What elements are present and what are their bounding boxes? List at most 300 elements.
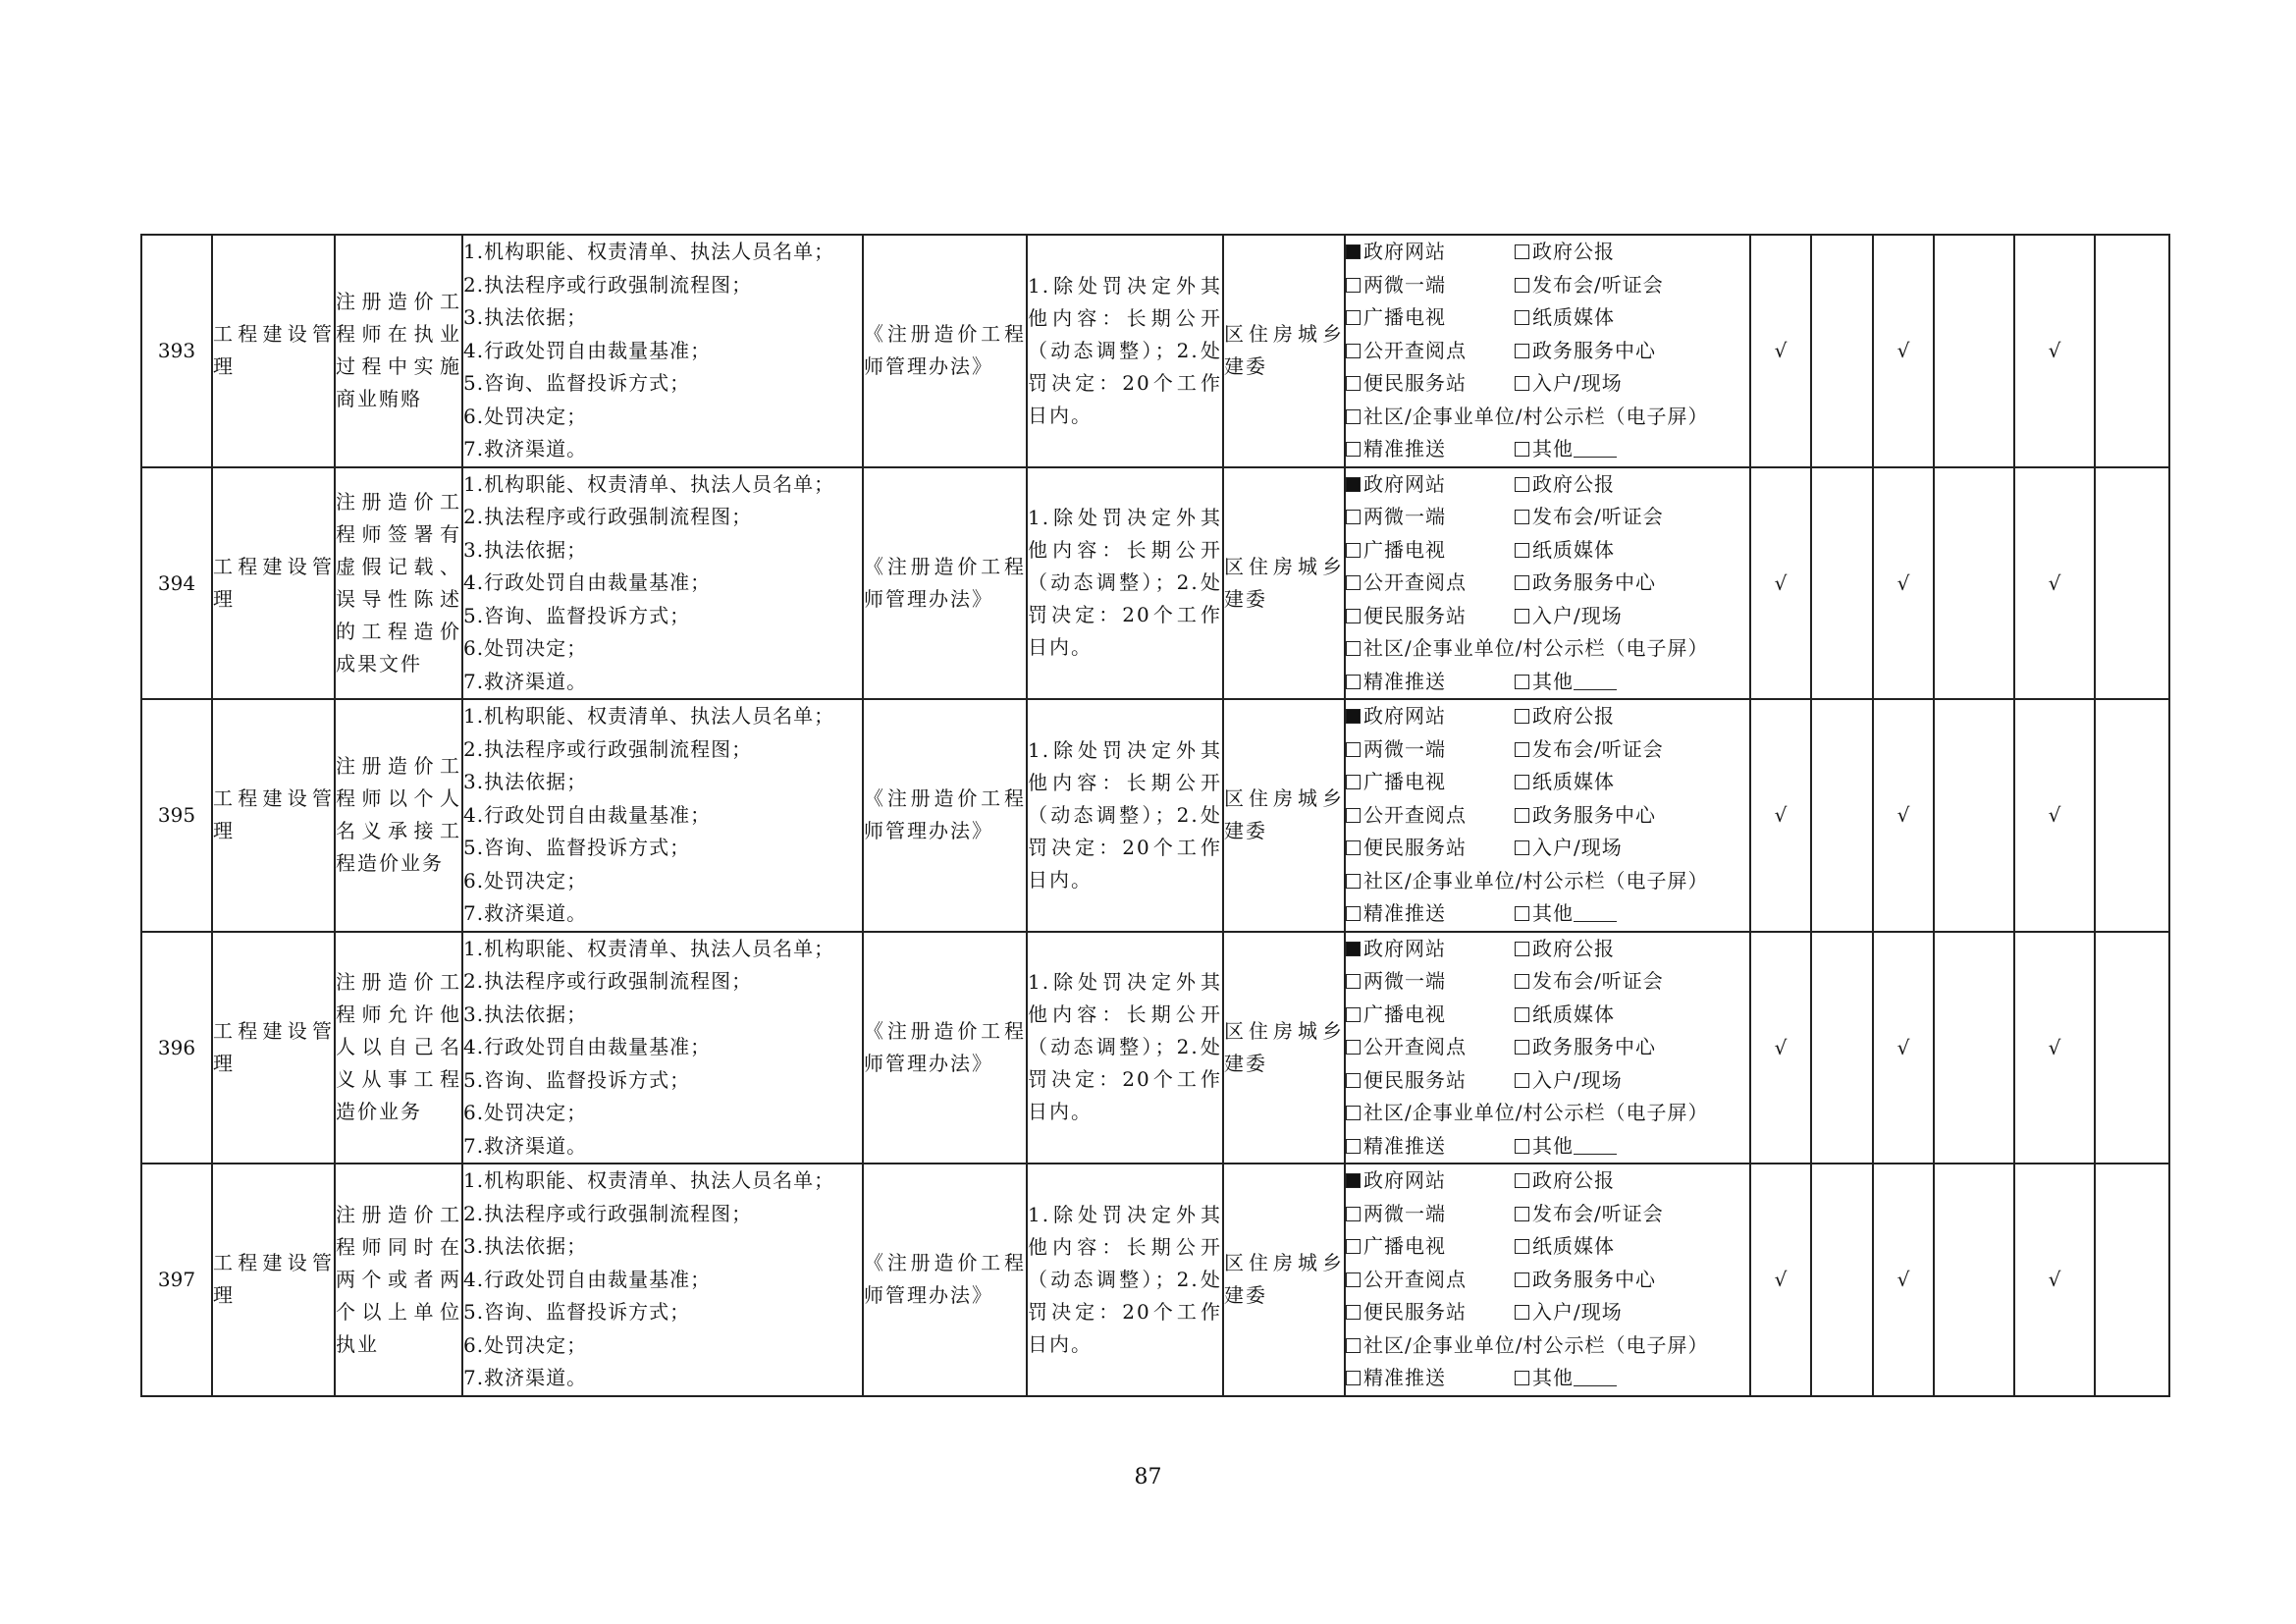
channel-option[interactable] — [1346, 367, 1515, 401]
unchecked-box-icon[interactable] — [1346, 874, 1361, 889]
channel-label: 政务服务中心 — [1532, 1035, 1656, 1058]
channel-label: 纸质媒体 — [1532, 537, 1615, 562]
content-item: 1.机构职能、权责清单、执法人员名单； — [463, 936, 835, 960]
channel-label: 政府公报 — [1532, 471, 1615, 496]
channel-option[interactable] — [1346, 1362, 1515, 1395]
unchecked-box-icon[interactable] — [1515, 442, 1529, 457]
channel-option[interactable] — [1346, 1130, 1515, 1164]
channel-option[interactable] — [1346, 1264, 1515, 1297]
channel-option[interactable] — [1515, 534, 1615, 568]
category-cell: 工程建设管理 — [212, 1164, 335, 1396]
unchecked-box-icon[interactable] — [1515, 1173, 1529, 1188]
category-cell: 工程建设管理 — [212, 932, 335, 1164]
empty-cell — [1934, 699, 2014, 932]
channel-line — [1346, 534, 1749, 568]
unchecked-box-icon[interactable] — [1515, 709, 1529, 724]
unchecked-box-icon[interactable] — [1515, 1207, 1529, 1221]
channel-label: 公开查阅点 — [1363, 570, 1467, 594]
channel-line — [1346, 1362, 1749, 1395]
unchecked-box-icon[interactable] — [1346, 1207, 1361, 1221]
channel-option[interactable] — [1515, 433, 1617, 466]
channel-option[interactable] — [1346, 965, 1515, 999]
channel-line — [1346, 1264, 1749, 1297]
unchecked-box-icon[interactable] — [1346, 1007, 1361, 1022]
unchecked-box-icon[interactable] — [1346, 742, 1361, 757]
unchecked-box-icon[interactable] — [1346, 1272, 1361, 1287]
channel-label: 精准推送 — [1363, 437, 1446, 460]
channel-option[interactable] — [1346, 1198, 1515, 1231]
channel-option[interactable] — [1515, 1031, 1656, 1064]
check-mark-cell: √ — [1750, 1164, 1811, 1396]
channel-option[interactable] — [1515, 1164, 1615, 1198]
channel-option[interactable] — [1346, 766, 1515, 799]
channel-option[interactable] — [1515, 1198, 1664, 1231]
channel-label: 广播电视 — [1363, 770, 1446, 793]
unchecked-box-icon[interactable] — [1515, 1371, 1529, 1385]
channel-label: 入户/现场 — [1532, 1300, 1623, 1324]
blank-underline[interactable] — [1574, 674, 1617, 690]
table-body — [141, 235, 2169, 1396]
blank-underline[interactable] — [1574, 905, 1617, 922]
channel-option[interactable] — [1346, 269, 1515, 302]
channel-label: 入户/现场 — [1532, 836, 1623, 859]
unchecked-box-icon[interactable] — [1515, 310, 1529, 325]
department-cell: 区住房城乡建委 — [1223, 1164, 1345, 1396]
check-mark-cell: √ — [2014, 235, 2095, 467]
content-item: 2.执法程序或行政强制流程图； — [463, 736, 753, 761]
channel-label: 便民服务站 — [1363, 371, 1467, 395]
unchecked-box-icon[interactable] — [1515, 1007, 1529, 1022]
page-number: 87 — [1134, 1465, 1162, 1489]
content-item: 1.机构职能、权责清单、执法人员名单； — [463, 471, 835, 496]
content-item: 6.处罚决定； — [463, 868, 588, 893]
content-item: 4.行政处罚自由裁量基准； — [463, 1267, 712, 1291]
unchecked-box-icon[interactable] — [1346, 1371, 1361, 1385]
table-row — [141, 235, 2169, 467]
unchecked-box-icon[interactable] — [1515, 344, 1529, 358]
unchecked-box-icon[interactable] — [1346, 1338, 1361, 1353]
item-cell: 注册造价工程师以个人名义承接工程造价业务 — [335, 699, 462, 932]
channel-option[interactable] — [1346, 832, 1515, 865]
content-item: 3.执法依据； — [463, 770, 588, 793]
channel-option[interactable] — [1346, 534, 1515, 568]
check-mark-cell: √ — [1750, 467, 1811, 700]
unchecked-box-icon[interactable] — [1515, 808, 1529, 823]
channel-option[interactable] — [1515, 799, 1656, 833]
channel-option[interactable] — [1515, 468, 1615, 502]
time-limit-cell: 1.除处罚决定外其他内容：长期公开（动态调整）；2.处罚决定：20个工作日内。 — [1027, 1164, 1223, 1396]
disclosure-content-cell — [462, 932, 863, 1164]
content-item: 1.机构职能、权责清单、执法人员名单； — [463, 704, 835, 728]
channel-option[interactable] — [1346, 468, 1515, 502]
unchecked-box-icon[interactable] — [1346, 344, 1361, 358]
channel-option[interactable] — [1515, 501, 1664, 534]
channel-option[interactable] — [1346, 433, 1515, 466]
department-cell: 区住房城乡建委 — [1223, 467, 1345, 700]
unchecked-box-icon[interactable] — [1346, 543, 1361, 558]
channel-option[interactable] — [1346, 1097, 1708, 1130]
content-item: 2.执法程序或行政强制流程图； — [463, 969, 753, 993]
channel-label: 政务服务中心 — [1532, 570, 1656, 594]
empty-cell — [1811, 932, 1873, 1164]
unchecked-box-icon[interactable] — [1515, 906, 1529, 921]
channel-option[interactable] — [1515, 367, 1623, 401]
channel-option[interactable] — [1346, 567, 1515, 600]
channel-line — [1346, 832, 1749, 865]
channel-option[interactable] — [1515, 236, 1615, 269]
channel-line — [1346, 468, 1749, 502]
empty-cell — [1811, 467, 1873, 700]
empty-cell — [2095, 932, 2169, 1164]
unchecked-box-icon[interactable] — [1515, 1239, 1529, 1254]
basis-cell: 《注册造价工程师管理办法》 — [863, 467, 1027, 700]
department-cell: 区住房城乡建委 — [1223, 932, 1345, 1164]
unchecked-box-icon[interactable] — [1515, 1073, 1529, 1088]
content-item: 7.救济渠道。 — [463, 1133, 588, 1158]
unchecked-box-icon[interactable] — [1346, 575, 1361, 590]
check-mark-cell: √ — [1750, 699, 1811, 932]
check-mark-cell: √ — [1873, 1164, 1934, 1396]
category-cell: 工程建设管理 — [212, 699, 335, 932]
unchecked-box-icon[interactable] — [1515, 278, 1529, 293]
channel-line — [1346, 1230, 1749, 1264]
checked-box-icon[interactable] — [1346, 942, 1361, 956]
content-item: 3.执法依据； — [463, 305, 588, 329]
unchecked-box-icon[interactable] — [1515, 609, 1529, 623]
channel-option[interactable] — [1515, 1362, 1617, 1395]
unchecked-box-icon[interactable] — [1346, 1305, 1361, 1320]
channel-label: 政府网站 — [1363, 704, 1446, 728]
content-item: 3.执法依据； — [463, 1001, 588, 1026]
time-limit-cell: 1.除处罚决定外其他内容：长期公开（动态调整）；2.处罚决定：20个工作日内。 — [1027, 467, 1223, 700]
channel-label: 其他 — [1532, 1133, 1574, 1158]
channel-option[interactable] — [1515, 1230, 1615, 1264]
unchecked-box-icon[interactable] — [1346, 1073, 1361, 1088]
channel-option[interactable] — [1346, 933, 1515, 966]
channel-option[interactable] — [1515, 933, 1615, 966]
unchecked-box-icon[interactable] — [1346, 675, 1361, 689]
channel-label: 政府网站 — [1363, 240, 1446, 263]
channel-label: 政府公报 — [1532, 1168, 1615, 1192]
unchecked-box-icon[interactable] — [1515, 942, 1529, 956]
content-item: 5.咨询、监督投诉方式； — [463, 1067, 691, 1092]
blank-underline[interactable] — [1574, 1370, 1617, 1386]
channel-option[interactable] — [1346, 1031, 1515, 1064]
channel-option[interactable] — [1515, 733, 1664, 767]
content-item: 2.执法程序或行政强制流程图； — [463, 505, 753, 528]
unchecked-box-icon[interactable] — [1515, 575, 1529, 590]
category-cell: 工程建设管理 — [212, 467, 335, 700]
channel-option[interactable] — [1515, 965, 1664, 999]
unchecked-box-icon[interactable] — [1346, 840, 1361, 855]
channels-cell — [1345, 1164, 1750, 1396]
empty-cell — [2095, 699, 2169, 932]
channel-option[interactable] — [1515, 269, 1664, 302]
channel-option[interactable] — [1346, 865, 1708, 898]
content-item: 5.咨询、监督投诉方式； — [463, 603, 691, 627]
channel-label: 发布会/听证会 — [1532, 1201, 1664, 1225]
unchecked-box-icon[interactable] — [1515, 1305, 1529, 1320]
content-item: 7.救济渠道。 — [463, 669, 588, 693]
checked-box-icon[interactable] — [1346, 709, 1361, 724]
channel-line — [1346, 1329, 1749, 1363]
unchecked-box-icon[interactable] — [1346, 376, 1361, 391]
unchecked-box-icon[interactable] — [1515, 510, 1529, 524]
channel-option[interactable] — [1346, 1164, 1515, 1198]
channel-option[interactable] — [1515, 666, 1617, 699]
content-item: 4.行政处罚自由裁量基准； — [463, 338, 712, 362]
content-item: 7.救济渠道。 — [463, 1366, 588, 1389]
unchecked-box-icon[interactable] — [1515, 244, 1529, 259]
unchecked-box-icon[interactable] — [1515, 974, 1529, 989]
channel-label: 发布会/听证会 — [1532, 969, 1664, 993]
channel-label: 社区/企事业单位/村公示栏（电子屏） — [1363, 1101, 1709, 1124]
channel-line — [1346, 865, 1749, 898]
channel-label: 政务服务中心 — [1532, 1267, 1656, 1291]
channel-label: 社区/企事业单位/村公示栏（电子屏） — [1363, 636, 1709, 660]
channel-option[interactable] — [1515, 600, 1623, 633]
unchecked-box-icon[interactable] — [1515, 543, 1529, 558]
content-item: 4.行政处罚自由裁量基准； — [463, 570, 712, 594]
unchecked-box-icon[interactable] — [1515, 675, 1529, 689]
unchecked-box-icon[interactable] — [1346, 1040, 1361, 1055]
disclosure-content-cell — [462, 467, 863, 700]
empty-cell — [1934, 1164, 2014, 1396]
content-item: 5.咨询、监督投诉方式； — [463, 836, 691, 859]
unchecked-box-icon[interactable] — [1515, 1139, 1529, 1154]
item-cell: 注册造价工程师在执业过程中实施商业贿赂 — [335, 235, 462, 467]
channel-label: 政府网站 — [1363, 471, 1446, 496]
channel-line — [1346, 401, 1749, 434]
channel-line — [1346, 269, 1749, 302]
channel-label: 政府公报 — [1532, 704, 1615, 728]
content-item: 5.咨询、监督投诉方式； — [463, 1300, 691, 1324]
channel-label: 政务服务中心 — [1532, 802, 1656, 827]
channel-label: 入户/现场 — [1532, 1067, 1623, 1092]
row-number: 394 — [141, 467, 212, 700]
unchecked-box-icon[interactable] — [1515, 376, 1529, 391]
channel-label: 社区/企事业单位/村公示栏（电子屏） — [1363, 1332, 1709, 1357]
unchecked-box-icon[interactable] — [1346, 310, 1361, 325]
check-mark-cell: √ — [2014, 699, 2095, 932]
channel-line — [1346, 766, 1749, 799]
channel-option[interactable] — [1346, 799, 1515, 833]
table-row — [141, 932, 2169, 1164]
time-limit-cell: 1.除处罚决定外其他内容：长期公开（动态调整）；2.处罚决定：20个工作日内。 — [1027, 932, 1223, 1164]
channel-option[interactable] — [1515, 700, 1615, 733]
unchecked-box-icon[interactable] — [1346, 278, 1361, 293]
channel-label: 纸质媒体 — [1532, 305, 1615, 329]
content-item: 6.处罚决定； — [463, 404, 588, 428]
channel-line — [1346, 999, 1749, 1032]
check-mark-cell: √ — [1873, 699, 1934, 932]
channel-option[interactable] — [1346, 666, 1515, 699]
empty-cell — [1811, 235, 1873, 467]
channel-label: 社区/企事业单位/村公示栏（电子屏） — [1363, 868, 1709, 893]
channel-label: 纸质媒体 — [1532, 1001, 1615, 1026]
channel-option[interactable] — [1515, 567, 1656, 600]
unchecked-box-icon[interactable] — [1346, 442, 1361, 457]
channel-label: 两微一端 — [1363, 736, 1446, 761]
channel-line — [1346, 501, 1749, 534]
channel-option[interactable] — [1515, 1264, 1656, 1297]
channel-line — [1346, 666, 1749, 699]
channel-option[interactable] — [1346, 501, 1515, 534]
channel-label: 便民服务站 — [1363, 836, 1467, 859]
empty-cell — [1811, 1164, 1873, 1396]
checked-box-icon[interactable] — [1346, 477, 1361, 492]
channel-line — [1346, 700, 1749, 733]
checked-box-icon[interactable] — [1346, 1173, 1361, 1188]
channel-option[interactable] — [1515, 897, 1617, 931]
channel-option[interactable] — [1515, 832, 1623, 865]
unchecked-box-icon[interactable] — [1346, 974, 1361, 989]
channel-line — [1346, 1198, 1749, 1231]
unchecked-box-icon[interactable] — [1515, 477, 1529, 492]
channel-line — [1346, 965, 1749, 999]
channel-label: 精准推送 — [1363, 669, 1446, 693]
check-mark-cell: √ — [1873, 467, 1934, 700]
blank-underline[interactable] — [1574, 441, 1617, 458]
channel-label: 广播电视 — [1363, 537, 1446, 562]
channel-line — [1346, 733, 1749, 767]
channels-cell — [1345, 699, 1750, 932]
unchecked-box-icon[interactable] — [1346, 1106, 1361, 1120]
department-cell: 区住房城乡建委 — [1223, 699, 1345, 932]
checked-box-icon[interactable] — [1346, 244, 1361, 259]
channel-option[interactable] — [1346, 335, 1515, 368]
channel-option[interactable] — [1515, 301, 1615, 335]
channel-label: 公开查阅点 — [1363, 338, 1467, 362]
unchecked-box-icon[interactable] — [1346, 906, 1361, 921]
content-item: 7.救济渠道。 — [463, 437, 588, 460]
channel-label: 公开查阅点 — [1363, 1035, 1467, 1058]
check-mark-cell: √ — [2014, 467, 2095, 700]
content-item: 7.救济渠道。 — [463, 901, 588, 925]
unchecked-box-icon[interactable] — [1346, 808, 1361, 823]
channel-option[interactable] — [1346, 999, 1515, 1032]
channel-line — [1346, 1296, 1749, 1329]
channel-label: 纸质媒体 — [1532, 1234, 1615, 1258]
content-item: 3.执法依据； — [463, 1234, 588, 1258]
channel-line — [1346, 632, 1749, 666]
channel-option[interactable] — [1346, 897, 1515, 931]
channel-option[interactable] — [1346, 733, 1515, 767]
channel-line — [1346, 1164, 1749, 1198]
unchecked-box-icon[interactable] — [1346, 409, 1361, 424]
check-mark-cell: √ — [1750, 932, 1811, 1164]
unchecked-box-icon[interactable] — [1346, 609, 1361, 623]
content-item: 2.执法程序或行政强制流程图； — [463, 272, 753, 297]
channel-label: 发布会/听证会 — [1532, 272, 1664, 297]
row-number: 396 — [141, 932, 212, 1164]
channel-line — [1346, 1031, 1749, 1064]
channel-line — [1346, 933, 1749, 966]
item-cell: 注册造价工程师允许他人以自己名义从事工程造价业务 — [335, 932, 462, 1164]
empty-cell — [1811, 699, 1873, 932]
channel-option[interactable] — [1346, 236, 1515, 269]
channel-option[interactable] — [1515, 999, 1615, 1032]
check-mark-cell: √ — [1750, 235, 1811, 467]
channel-option[interactable] — [1346, 1296, 1515, 1329]
unchecked-box-icon[interactable] — [1346, 510, 1361, 524]
content-item: 3.执法依据； — [463, 537, 588, 562]
check-mark-cell: √ — [1873, 932, 1934, 1164]
basis-cell: 《注册造价工程师管理办法》 — [863, 235, 1027, 467]
unchecked-box-icon[interactable] — [1515, 840, 1529, 855]
content-item: 6.处罚决定； — [463, 636, 588, 660]
unchecked-box-icon[interactable] — [1515, 1040, 1529, 1055]
channel-label: 政府网站 — [1363, 1168, 1446, 1192]
content-item: 1.机构职能、权责清单、执法人员名单； — [463, 1168, 835, 1192]
blank-underline[interactable] — [1574, 1138, 1617, 1155]
channel-option[interactable] — [1515, 335, 1656, 368]
channel-line — [1346, 567, 1749, 600]
row-number: 397 — [141, 1164, 212, 1396]
table-row — [141, 467, 2169, 700]
channel-label: 其他 — [1532, 901, 1574, 925]
channel-label: 发布会/听证会 — [1532, 736, 1664, 761]
channel-option[interactable] — [1346, 1329, 1708, 1363]
channel-option[interactable] — [1346, 401, 1708, 434]
channel-label: 两微一端 — [1363, 272, 1446, 297]
channel-label: 其他 — [1532, 669, 1574, 693]
check-mark-cell: √ — [2014, 932, 2095, 1164]
channel-option[interactable] — [1346, 700, 1515, 733]
content-item: 5.咨询、监督投诉方式； — [463, 371, 691, 395]
unchecked-box-icon[interactable] — [1515, 742, 1529, 757]
disclosure-content-cell — [462, 699, 863, 932]
channel-option[interactable] — [1515, 1296, 1623, 1329]
department-cell: 区住房城乡建委 — [1223, 235, 1345, 467]
channel-line — [1346, 1130, 1749, 1164]
unchecked-box-icon[interactable] — [1346, 1239, 1361, 1254]
time-limit-cell: 1.除处罚决定外其他内容：长期公开（动态调整）；2.处罚决定：20个工作日内。 — [1027, 235, 1223, 467]
channel-line — [1346, 335, 1749, 368]
channel-option[interactable] — [1515, 1130, 1617, 1164]
empty-cell — [2095, 1164, 2169, 1396]
channel-option[interactable] — [1515, 1064, 1623, 1098]
channel-option[interactable] — [1346, 1230, 1515, 1264]
channel-label: 入户/现场 — [1532, 603, 1623, 627]
channel-label: 政府公报 — [1532, 936, 1615, 960]
unchecked-box-icon[interactable] — [1346, 641, 1361, 656]
channels-cell — [1345, 932, 1750, 1164]
table-row — [141, 699, 2169, 932]
channel-option[interactable] — [1346, 632, 1708, 666]
disclosure-content-cell — [462, 235, 863, 467]
empty-cell — [1934, 235, 2014, 467]
check-mark-cell: √ — [2014, 1164, 2095, 1396]
channel-label: 政府公报 — [1532, 240, 1615, 263]
basis-cell: 《注册造价工程师管理办法》 — [863, 932, 1027, 1164]
unchecked-box-icon[interactable] — [1515, 775, 1529, 789]
channels-cell — [1345, 235, 1750, 467]
channel-option[interactable] — [1346, 1064, 1515, 1098]
channel-label: 广播电视 — [1363, 1001, 1446, 1026]
channel-option[interactable] — [1346, 600, 1515, 633]
empty-cell — [1934, 467, 2014, 700]
row-number: 393 — [141, 235, 212, 467]
unchecked-box-icon[interactable] — [1346, 1139, 1361, 1154]
unchecked-box-icon[interactable] — [1346, 775, 1361, 789]
time-limit-cell: 1.除处罚决定外其他内容：长期公开（动态调整）；2.处罚决定：20个工作日内。 — [1027, 699, 1223, 932]
channel-label: 两微一端 — [1363, 505, 1446, 528]
empty-cell — [2095, 235, 2169, 467]
channel-option[interactable] — [1346, 301, 1515, 335]
channel-option[interactable] — [1515, 766, 1615, 799]
unchecked-box-icon[interactable] — [1515, 1272, 1529, 1287]
